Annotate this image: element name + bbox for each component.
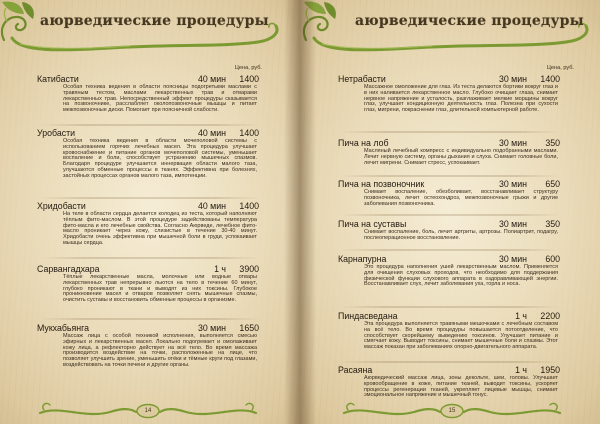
procedure-hridobasti <box>37 201 259 247</box>
divider <box>340 131 560 133</box>
procedure-duration: 40 мин <box>197 128 226 138</box>
procedure-price: 1400 <box>239 201 259 211</box>
procedure-price: 1950 <box>540 365 560 375</box>
procedure-name: Пича на суставы <box>338 219 407 229</box>
procedure-header <box>37 128 259 138</box>
procedure-picha-forehead <box>338 138 560 166</box>
procedure-header <box>338 138 560 148</box>
procedure-duration: 1 ч <box>515 311 527 321</box>
procedure-name: Нетрабасти <box>338 74 386 84</box>
procedure-duration: 40 мин <box>197 74 226 84</box>
procedure-price: 650 <box>545 179 560 189</box>
procedure-pindasvedana <box>338 311 560 351</box>
divider <box>40 257 260 259</box>
procedure-description: Тёплые лекарственные масла, молочные или водные отвары лекарственных трав непрерывно льются на тело в течение 60 минут, глубоко проникают в ткани и выводят из них токсины. Глубокое проникновение масел и отваров позволяет снять мышечные спазмы, очистить суставы и восстановить обменные процессы в организме. <box>63 274 257 304</box>
procedure-header <box>338 311 560 321</box>
page-number: 14 <box>144 408 152 414</box>
procedure-name: Карнапурна <box>338 254 387 264</box>
procedure-description: Массаж лица с особой техникой исполнения, выполняется смесью эфирных и лекарственных масел. Локально подогревает и омолаживает кожу лица, а рефлекторно действует на всё тело. Во время массажа производится воздействие на точки, расположенные на лице, что позволяет улучшить зрение, уменьшить отёки и тёмные круги под глазами, воздействовать на точки печени и другие органы. <box>63 333 257 368</box>
procedure-urobasti <box>37 128 259 180</box>
procedure-duration: 30 мин <box>498 138 527 148</box>
divider <box>340 214 560 216</box>
procedure-katibasti <box>37 74 259 114</box>
procedure-description: Снимает воспаление, боль, лечит артриты, артрозы. Полиартрит, подагру, послеоперационное восстановление. <box>364 229 558 241</box>
procedure-karnapurna <box>338 254 560 288</box>
procedure-duration: 30 мин <box>197 323 226 333</box>
procedure-price: 1400 <box>239 128 259 138</box>
procedure-description: Особая техника ведения в области поясницы подогретыми маслами с травяным тестом, маслами лекарственных трав и отварами лекарственных трав. Непосредственный эффект процедуры сказывается на позвоночнике, расслабляет околопозвоночные мышцы и питает межпозвоночные диски. Помогает при поясничной слабости. <box>63 84 257 114</box>
procedure-duration: 30 мин <box>498 254 527 264</box>
procedure-description: Это процедура наполнения ушей лекарственным маслом. Применяется для очищения слуховых проходов, что необходимо для поддержания физической функции слухового аппарата в оздоравливающей энергии. Восстанавливает слух, лечит заболевания уха, горла и носа. <box>364 264 558 288</box>
page-number: 15 <box>448 408 456 414</box>
procedure-header <box>37 201 259 211</box>
procedure-price: 600 <box>545 254 560 264</box>
procedure-name: Расаяна <box>338 365 373 375</box>
divider <box>40 124 260 126</box>
procedure-header <box>338 179 560 189</box>
procedure-sarvangadhara <box>37 264 259 304</box>
procedure-picha-spine <box>338 179 560 207</box>
procedure-header <box>338 219 560 229</box>
price-column-header: Цена, руб. <box>546 65 574 71</box>
procedure-netrabasti <box>338 74 560 114</box>
procedure-price: 2200 <box>540 311 560 321</box>
page-title: аюрведические процедуры <box>355 13 584 29</box>
procedure-header <box>37 74 259 84</box>
divider <box>340 306 560 308</box>
procedure-price: 1400 <box>540 74 560 84</box>
divider <box>340 249 560 251</box>
price-column-header: Цена, руб. <box>234 65 262 71</box>
procedure-price: 1400 <box>239 74 259 84</box>
procedure-mukhabyanga <box>37 323 259 369</box>
procedure-rasayana <box>338 365 560 399</box>
divider <box>340 361 560 363</box>
procedure-name: Пича на лоб <box>338 138 389 148</box>
procedure-header <box>37 323 259 333</box>
procedure-price: 350 <box>545 138 560 148</box>
procedure-duration: 30 мин <box>498 219 527 229</box>
procedure-name: Уробасти <box>37 128 76 138</box>
corner-leaf-ornament <box>2 2 34 41</box>
procedure-duration: 40 мин <box>197 201 226 211</box>
procedure-header <box>338 254 560 264</box>
procedure-description: Особая техника ведения в области мочеполовой системы с использованием горячих лечебных масел. Эта процедура улучшает кровоснабжение и питание органов мочеполовой системы, уменьшает воспаление и боли, способствует устранению мышечных спазмов. Благодаря процедуре улучшается иннервация области малого таза, улучшаются обменные процессы в тканях. Эффективна при болезнях, застойных процессах органов малого таза, импотенции. <box>63 138 257 179</box>
procedure-description: Аюрведический массаж лица, зоны декольте, шеи, головы. Улучшает кровообращение в коже, питание тканей, выводит токсины, ускоряет процессы регенерации тканей, укрепляет лицевые мышцы, снимает эмоциональное напряжение и мышечный тонус. <box>364 375 558 399</box>
page-title: аюрведические процедуры <box>40 13 269 29</box>
procedure-name: Катибасти <box>37 74 79 84</box>
procedure-description: На теле в области сердца делается колодец из теста, который наполняют тёплым фито-маслом. В этой процедуре задействованы температура фито-масла и его лечебные свойства. Согласно Аюрведе, лечебное фито-масло проникает через кожу, слизистые в течение 30-40 минут. Хридобасти очень эффективна при мышечной боли в груди, успокаивает мышцы сердца. <box>63 211 257 246</box>
procedure-header <box>338 365 560 375</box>
procedure-price: 350 <box>545 219 560 229</box>
procedure-duration: 1 ч <box>214 264 226 274</box>
procedure-header <box>338 74 560 84</box>
procedure-duration: 30 мин <box>498 179 527 189</box>
divider <box>40 197 260 199</box>
procedure-picha-joints <box>338 219 560 242</box>
procedure-description: Снимает воспаление, обезболивает, восстанавливает структуру позвоночника, лечит остеохондроз, межпозвоночные грыжи и другие заболевания позвоночника. <box>364 189 558 207</box>
procedure-duration: 1 ч <box>515 365 527 375</box>
procedure-name: Пича на позвоночник <box>338 179 425 189</box>
procedure-name: Хридобасти <box>37 201 86 211</box>
corner-leaf-ornament <box>304 2 336 41</box>
procedure-name: Сарвангадхара <box>37 264 100 274</box>
procedure-price: 3900 <box>239 264 259 274</box>
page-right <box>300 0 600 424</box>
procedure-description: Масляный лечебный компресс с индивидуально подобранными маслами. Лечит нервную систему, органы дыхания и слуха. Снимает головные боли, лечит мигрени. Снимает стресс, успокаивает. <box>364 148 558 166</box>
divider <box>40 318 260 320</box>
procedure-duration: 30 мин <box>498 74 527 84</box>
procedure-name: Пиндасведана <box>338 311 398 321</box>
procedure-price: 1650 <box>239 323 259 333</box>
divider <box>340 175 560 177</box>
procedure-description: Эта процедура выполняется травяными мешочками с лечебным составом на всё тело. Во время процедуры повышается потоотделение, что способствует скорейшему выведению токсинов. Улучшает питание и смягчает кожу. Выводит токсины, снимает мышечные боли и спазмы. Этот массаж показан при заболеваниях опорно-двигательного аппарата. <box>364 321 558 351</box>
procedure-header <box>37 264 259 274</box>
procedure-name: Мукхабьянга <box>37 323 90 333</box>
procedure-description: Массажное омоложение для глаз. Из теста делаются бортики вокруг глаз и в них наливается лекарственное масло. Глубоко очищает глаза, снимает нервное напряжение и усталость, разглаживает мелкие морщины вокруг глаз, улучшает кондиционную деятельность глаз. Полезна при сухости глаз, мигрени, покраснении глаз, длительной компьютерной работе. <box>364 84 558 114</box>
